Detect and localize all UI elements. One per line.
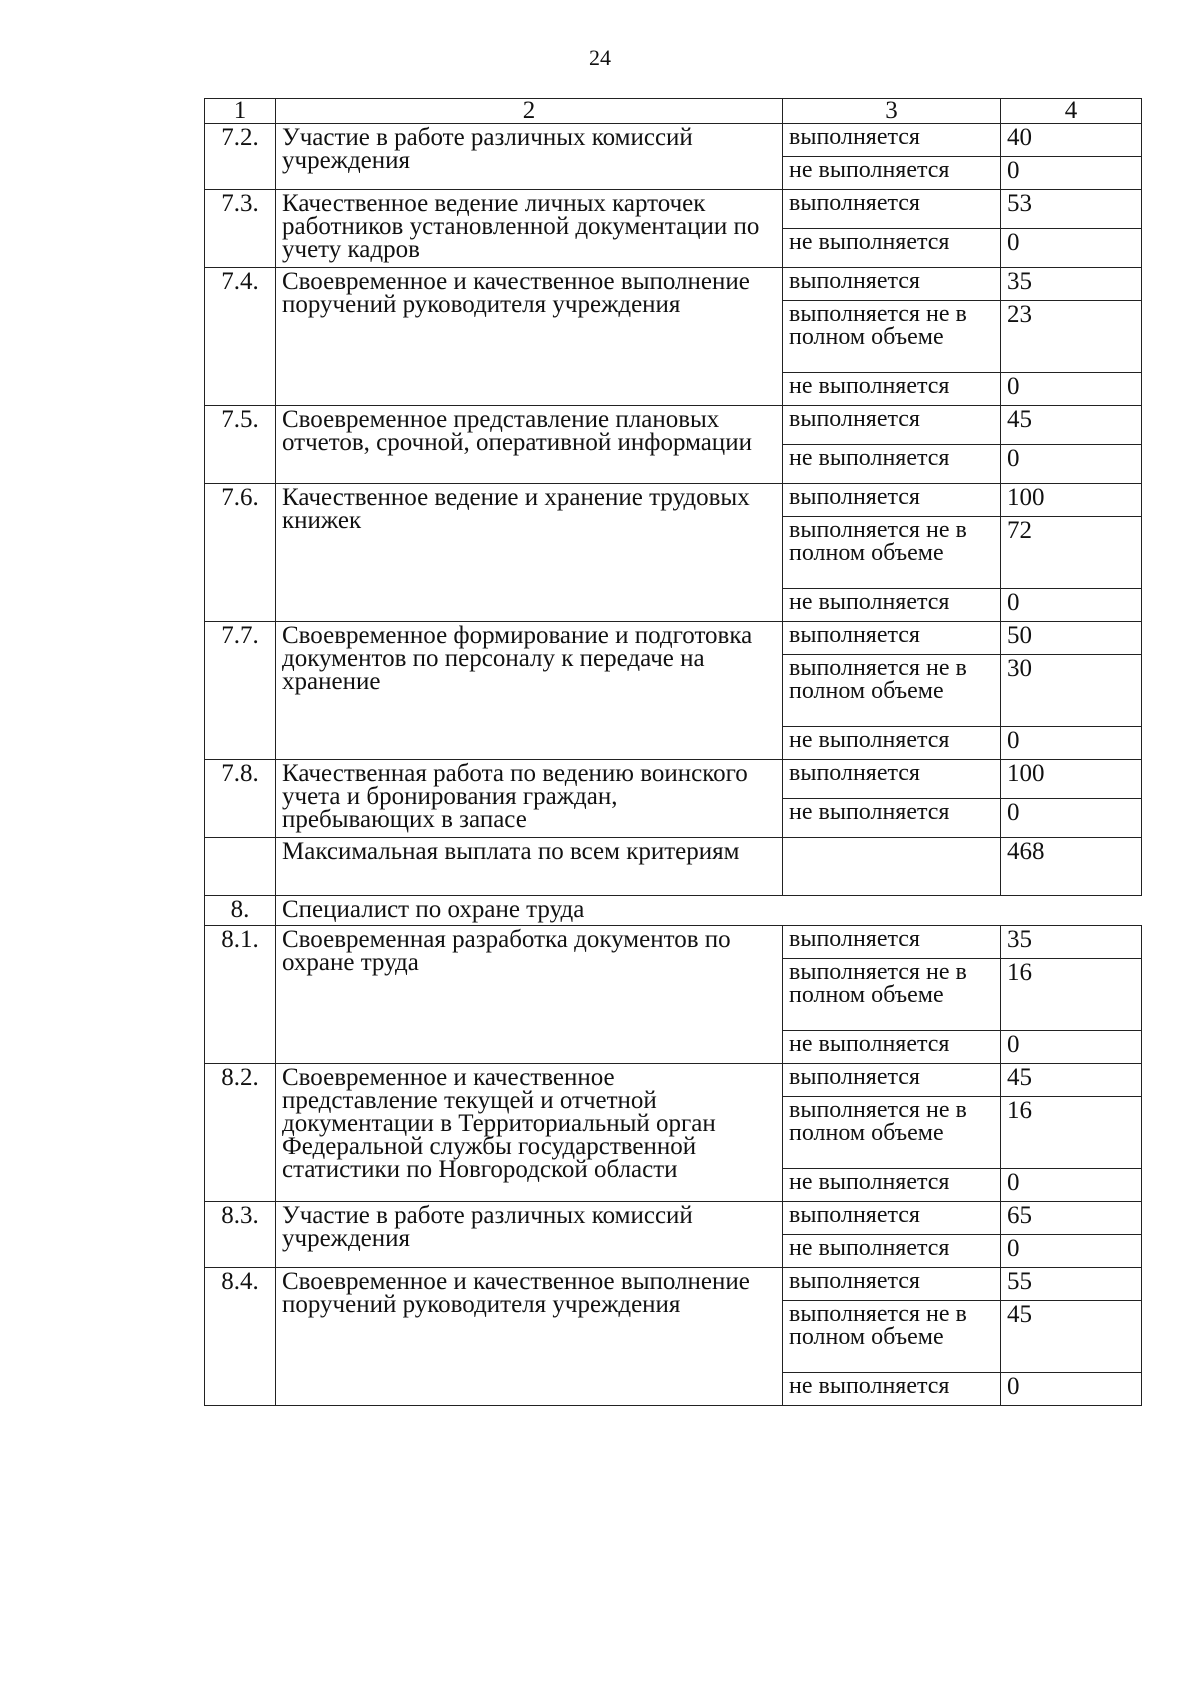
points-value: 45 <box>1001 1301 1142 1373</box>
points-value: 0 <box>1001 727 1142 760</box>
points-value: 0 <box>1001 799 1142 838</box>
points-value: 35 <box>1001 926 1142 959</box>
points-value: 40 <box>1001 124 1142 157</box>
criterion-description: Качественное ведение и хранение трудовых книжек <box>276 484 783 622</box>
fulfillment-status: выполняется не в полном объеме <box>783 1097 1001 1169</box>
column-number: 3 <box>783 99 1001 124</box>
fulfillment-status: не выполняется <box>783 1373 1001 1406</box>
points-value: 0 <box>1001 589 1142 622</box>
fulfillment-status: выполняется <box>783 622 1001 655</box>
criterion-description: Своевременное представление плановых отчетов, срочной, оперативной информации <box>276 406 783 484</box>
points-value: 35 <box>1001 268 1142 301</box>
criterion-description: Качественное ведение личных карточек работников установленной документации по учету кадров <box>276 190 783 268</box>
points-value: 0 <box>1001 1169 1142 1202</box>
item-number: 8.4. <box>205 1268 276 1406</box>
points-value: 0 <box>1001 445 1142 484</box>
column-number-row <box>205 99 1142 124</box>
points-value: 0 <box>1001 157 1142 190</box>
table-row <box>205 1064 1142 1097</box>
fulfillment-status <box>783 838 1001 896</box>
section-row <box>205 896 1142 926</box>
fulfillment-status: не выполняется <box>783 157 1001 190</box>
points-value: 468 <box>1001 838 1142 896</box>
fulfillment-status: выполняется <box>783 1268 1001 1301</box>
fulfillment-status: выполняется <box>783 484 1001 517</box>
item-number: 7.4. <box>205 268 276 406</box>
fulfillment-status: выполняется <box>783 1064 1001 1097</box>
fulfillment-status: выполняется не в полном объеме <box>783 959 1001 1031</box>
table-row <box>205 1268 1142 1301</box>
item-number: 8.3. <box>205 1202 276 1268</box>
fulfillment-status: выполняется <box>783 190 1001 229</box>
points-value: 65 <box>1001 1202 1142 1235</box>
points-value: 100 <box>1001 484 1142 517</box>
points-value: 72 <box>1001 517 1142 589</box>
fulfillment-status: выполняется <box>783 124 1001 157</box>
table-row <box>205 484 1142 517</box>
fulfillment-status: не выполняется <box>783 445 1001 484</box>
fulfillment-status: не выполняется <box>783 229 1001 268</box>
fulfillment-status: выполняется <box>783 760 1001 799</box>
points-value: 30 <box>1001 655 1142 727</box>
column-number: 1 <box>205 99 276 124</box>
fulfillment-status: выполняется <box>783 268 1001 301</box>
fulfillment-status: не выполняется <box>783 1235 1001 1268</box>
fulfillment-status: выполняется не в полном объеме <box>783 301 1001 373</box>
item-number: 7.6. <box>205 484 276 622</box>
criterion-description: Своевременное формирование и подготовка документов по персоналу к передаче на хранение <box>276 622 783 760</box>
item-number: 8.2. <box>205 1064 276 1202</box>
fulfillment-status: выполняется не в полном объеме <box>783 655 1001 727</box>
item-number: 7.7. <box>205 622 276 760</box>
fulfillment-status: не выполняется <box>783 727 1001 760</box>
points-value: 45 <box>1001 1064 1142 1097</box>
table-row <box>205 1202 1142 1235</box>
table-row <box>205 760 1142 799</box>
fulfillment-status: не выполняется <box>783 1031 1001 1064</box>
points-value: 55 <box>1001 1268 1142 1301</box>
points-value: 0 <box>1001 229 1142 268</box>
section-title: Специалист по охране труда <box>276 896 1142 926</box>
column-number: 4 <box>1001 99 1142 124</box>
points-value: 50 <box>1001 622 1142 655</box>
item-number: 7.5. <box>205 406 276 484</box>
item-number: 8. <box>205 896 276 926</box>
points-value: 16 <box>1001 1097 1142 1169</box>
criterion-description: Своевременная разработка документов по охране труда <box>276 926 783 1064</box>
item-number: 7.2. <box>205 124 276 190</box>
fulfillment-status: выполняется <box>783 406 1001 445</box>
points-value: 0 <box>1001 373 1142 406</box>
fulfillment-status: выполняется <box>783 926 1001 959</box>
criterion-description: Своевременное и качественное представление текущей и отчетной документации в Территориальный орган Федеральной службы государственной статистики по Новгородской области <box>276 1064 783 1202</box>
criteria-table <box>204 98 1142 1406</box>
points-value: 0 <box>1001 1031 1142 1064</box>
fulfillment-status: не выполняется <box>783 799 1001 838</box>
points-value: 16 <box>1001 959 1142 1031</box>
table-row <box>205 926 1142 959</box>
fulfillment-status: выполняется не в полном объеме <box>783 517 1001 589</box>
fulfillment-status: выполняется не в полном объеме <box>783 1301 1001 1373</box>
points-value: 45 <box>1001 406 1142 445</box>
fulfillment-status: выполняется <box>783 1202 1001 1235</box>
points-value: 23 <box>1001 301 1142 373</box>
table-row <box>205 622 1142 655</box>
points-value: 0 <box>1001 1235 1142 1268</box>
criterion-description: Своевременное и качественное выполнение поручений руководителя учреждения <box>276 268 783 406</box>
criterion-description: Максимальная выплата по всем критериям <box>276 838 783 896</box>
criteria-table-body <box>205 99 1142 1406</box>
item-number: 7.3. <box>205 190 276 268</box>
fulfillment-status: не выполняется <box>783 589 1001 622</box>
item-number: 7.8. <box>205 760 276 838</box>
criterion-description: Качественная работа по ведению воинского учета и бронирования граждан, пребывающих в запасе <box>276 760 783 838</box>
page-number: 24 <box>589 45 611 70</box>
table-row <box>205 190 1142 229</box>
points-value: 53 <box>1001 190 1142 229</box>
points-value: 0 <box>1001 1373 1142 1406</box>
criterion-description: Участие в работе различных комиссий учреждения <box>276 124 783 190</box>
table-row <box>205 268 1142 301</box>
criterion-description: Участие в работе различных комиссий учреждения <box>276 1202 783 1268</box>
table-row <box>205 124 1142 157</box>
points-value: 100 <box>1001 760 1142 799</box>
fulfillment-status: не выполняется <box>783 1169 1001 1202</box>
item-number: 8.1. <box>205 926 276 1064</box>
criterion-description: Своевременное и качественное выполнение поручений руководителя учреждения <box>276 1268 783 1406</box>
table-row <box>205 838 1142 896</box>
item-number <box>205 838 276 896</box>
table-row <box>205 406 1142 445</box>
fulfillment-status: не выполняется <box>783 373 1001 406</box>
column-number: 2 <box>276 99 783 124</box>
